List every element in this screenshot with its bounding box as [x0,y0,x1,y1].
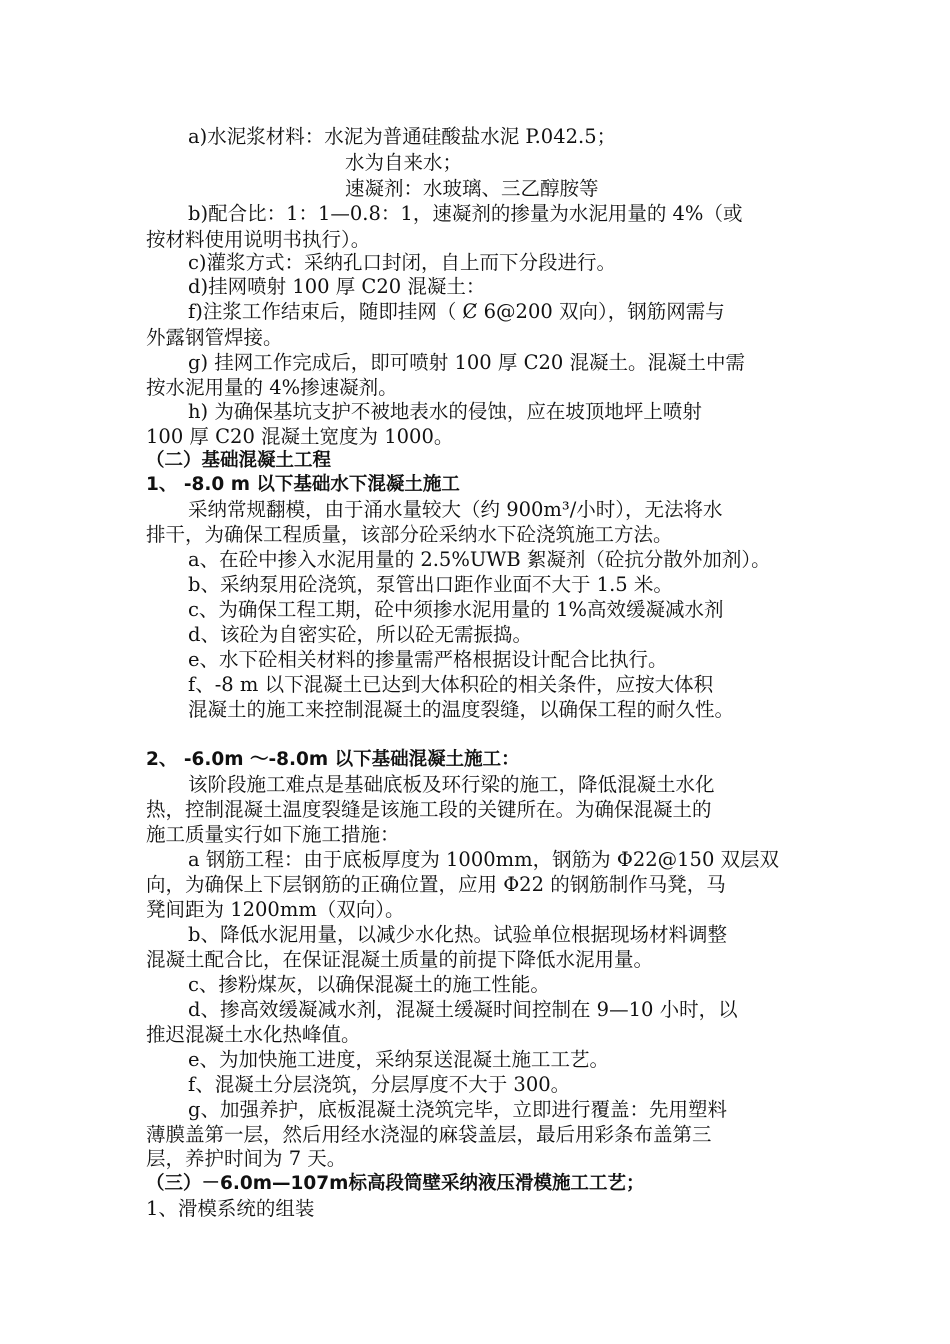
text-line: g、加强养护，底板混凝土浇筑完毕，立即进行覆盖：先用塑料 [188,1098,727,1121]
section-heading: （三）－6.0m—107m标高段筒壁采纳液压滑模施工工艺； [146,1173,645,1194]
text-line: c)灌浆方式：采纳孔口封闭，自上而下分段进行。 [188,251,617,274]
text-line: e、水下砼相关材料的掺量需严格根据设计配合比执行。 [188,648,668,671]
text-line: 1、滑模系统的组装 [146,1197,315,1220]
text-line: a、在砼中掺入水泥用量的 2.5%UWB 絮凝剂（砼抗分散外加剂）。 [188,548,771,571]
text-line: a)水泥浆材料：水泥为普通硅酸盐水泥 P.042.5； [188,125,617,148]
text-line: 100 厚 C20 混凝土宽度为 1000。 [146,425,454,448]
text-line: 向，为确保上下层钢筋的正确位置，应用 Φ22 的钢筋制作马凳，马 [146,873,726,896]
text-line: b)配合比：1：1—0.8：1，速凝剂的掺量为水泥用量的 4%（或 [188,202,743,225]
text-line: 施工质量实行如下施工措施： [146,823,400,846]
text-line: e、为加快施工进度，采纳泵送混凝土施工工艺。 [188,1048,610,1071]
text-line: b、降低水泥用量，以减少水化热。试验单位根据现场材料调整 [188,923,727,946]
text-line: g) 挂网工作完成后，即可喷射 100 厚 C20 混凝土。混凝土中需 [188,351,746,374]
text-line: a 钢筋工程：由于底板厚度为 1000mm，钢筋为 Φ22@150 双层双 [188,848,780,871]
text-line: c、掺粉煤灰，以确保混凝土的施工性能。 [188,973,550,996]
text-line: c、为确保工程工期，砼中须掺水泥用量的 1%高效缓凝减水剂 [188,598,724,621]
text-line: d、该砼为自密实砼，所以砼无需振捣。 [188,623,532,646]
text-line: 按材料使用说明书执行）。 [146,228,371,251]
text-line: d)挂网喷射 100 厚 C20 混凝土： [188,275,486,298]
text-line: 水为自来水； [345,151,463,174]
text-line: 凳间距为 1200mm（双向）。 [146,898,405,921]
text-line: h) 为确保基坑支护不被地表水的侵蚀，应在坡顶地坪上喷射 [188,400,702,423]
section-heading: （二）基础混凝土工程 [146,450,332,471]
text-line: 采纳常规翻模，由于涌水量较大（约 900m³/小时），无法将水 [188,498,723,521]
text-line: 排干，为确保工程质量，该部分砼采纳水下砼浇筑施工方法。 [146,523,673,546]
text-line: f、混凝土分层浇筑，分层厚度不大于 300。 [188,1073,571,1096]
text-line: 混凝土配合比，在保证混凝土质量的前提下降低水泥用量。 [146,948,654,971]
text-line: d、掺高效缓凝减水剂，混凝土缓凝时间控制在 9—10 小时，以 [188,998,738,1021]
text-line: 混凝土的施工来控制混凝土的温度裂缝，以确保工程的耐久性。 [188,698,735,721]
subsection-heading: 2、 -6.0m ～-8.0m 以下基础混凝土施工： [146,749,520,770]
text-line: 层，养护时间为 7 天。 [146,1147,347,1170]
text-line: 外露钢管焊接。 [146,326,283,349]
text-line: 速凝剂：水玻璃、三乙醇胺等 [345,177,599,200]
text-line: b、采纳泵用砼浇筑，泵管出口距作业面不大于 1.5 米。 [188,573,673,596]
text-line: 热，控制混凝土温度裂缝是该施工段的关键所在。为确保混凝土的 [146,798,712,821]
text-line: 按水泥用量的 4%掺速凝剂。 [146,376,398,399]
subsection-heading: 1、 -8.0 m 以下基础水下混凝土施工 [146,474,460,495]
text-line: f、-8 m 以下混凝土已达到大体积砼的相关条件，应按大体积 [188,673,714,696]
text-line: f)注浆工作结束后，随即挂网（ Ȼ 6@200 双向），钢筋网需与 [188,300,725,323]
text-line: 薄膜盖第一层，然后用经水浇湿的麻袋盖层，最后用彩条布盖第三 [146,1123,712,1146]
text-line: 推迟混凝土水化热峰值。 [146,1023,361,1046]
text-line: 该阶段施工难点是基础底板及环行梁的施工，降低混凝土水化 [188,773,715,796]
